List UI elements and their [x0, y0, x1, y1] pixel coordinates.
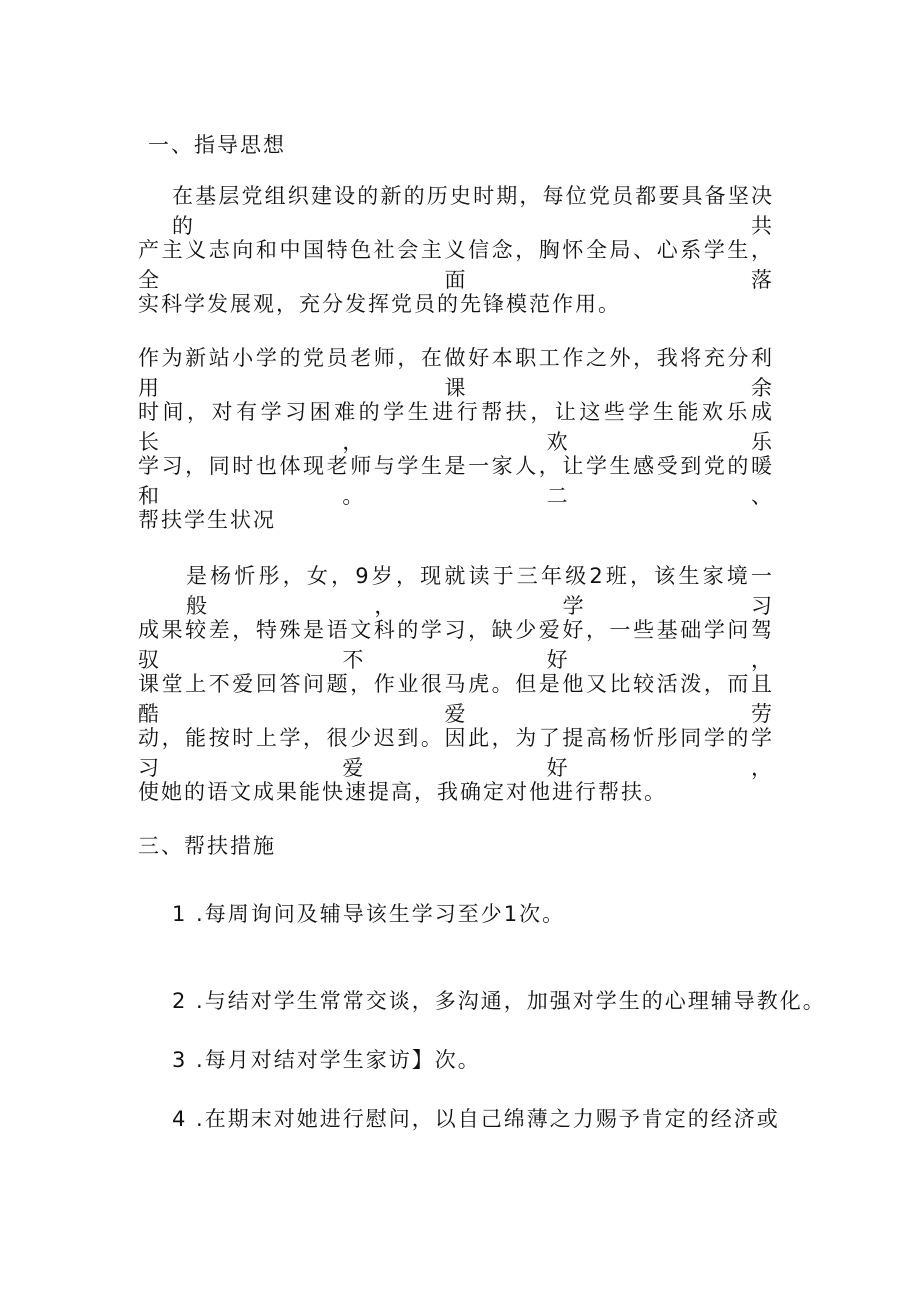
paragraph-line: 动，能按时上学，很少迟到。因此，为了提高杨忻彤同学的学习爱好， — [138, 726, 774, 780]
paragraph-line: 学习，同时也体现老师与学生是一家人，让学生感受到党的暖和。二、 — [138, 454, 774, 508]
measure-item: 1 .每周询问及辅导该生学习至少1次。 — [172, 902, 566, 926]
paragraph-line: 在基层党组织建设的新的历史时期，每位党员都要具备坚决的共 — [172, 184, 774, 238]
section-heading-assistance-measures: 三、帮扶措施 — [138, 834, 276, 858]
paragraph-line: 课堂上不爱回答问题，作业很马虎。但是他又比较活泼，而且酷爱劳 — [138, 672, 774, 726]
paragraph-line: 是杨忻彤，女，9岁，现就读于三年级2班，该生家境一般，学习 — [186, 564, 774, 618]
section-heading-student-situation: 帮扶学生状况 — [138, 508, 276, 532]
section-heading-guiding-ideology: 一、指导思想 — [148, 133, 286, 157]
paragraph-line: 使她的语文成果能快速提高，我确定对他进行帮扶。 — [138, 780, 667, 804]
paragraph-line: 成果较差，特殊是语文科的学习，缺少爱好，一些基础学问驾驭不好， — [138, 618, 774, 672]
paragraph-line: 产主义志向和中国特色社会主义信念，胸怀全局、心系学生，全面落 — [138, 238, 774, 292]
measure-item: 2 .与结对学生常常交谈，多沟通，加强对学生的心理辅导教化。 — [172, 989, 826, 1013]
paragraph-line: 作为新站小学的党员老师，在做好本职工作之外，我将充分利用课余 — [138, 346, 774, 400]
measure-item: 3 .每月对结对学生家访】次。 — [172, 1048, 481, 1072]
paragraph-line: 实科学发展观，充分发挥党员的先锋模范作用。 — [138, 292, 621, 316]
measure-item: 4 .在期末对她进行慰问，以自己绵薄之力赐予肯定的经济或 — [172, 1107, 780, 1131]
paragraph-line: 时间，对有学习困难的学生进行帮扶，让这些学生能欢乐成长，欢乐 — [138, 400, 774, 454]
